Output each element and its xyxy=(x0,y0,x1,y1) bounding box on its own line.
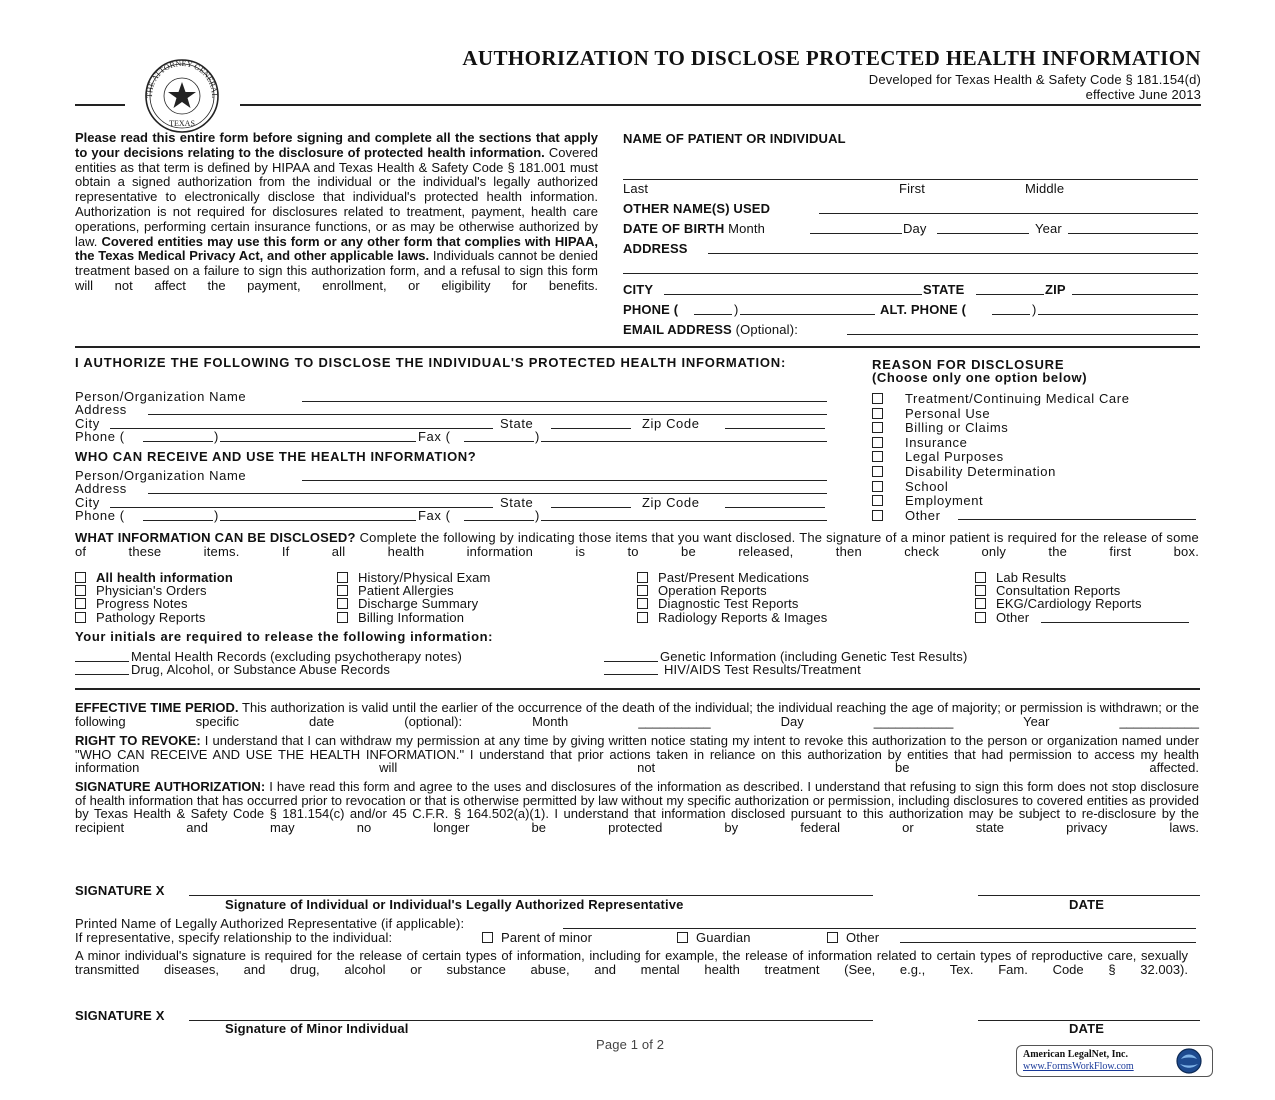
relationship-other-field[interactable] xyxy=(900,942,1196,943)
header-left-rule xyxy=(75,104,125,106)
revoke-paragraph xyxy=(75,734,1199,775)
reason-option-label: Treatment/Continuing Medical Care xyxy=(905,391,1130,406)
reason-option[interactable] xyxy=(872,449,1130,464)
info-column-3 xyxy=(637,570,827,623)
checkbox[interactable] xyxy=(872,408,883,419)
checkbox[interactable] xyxy=(337,612,348,623)
checkbox[interactable] xyxy=(75,598,86,609)
city-label: CITY xyxy=(623,282,654,297)
initials-field-drug[interactable] xyxy=(75,674,129,675)
checkbox[interactable] xyxy=(637,612,648,623)
info-option-label: Consultation Reports xyxy=(996,583,1121,599)
what-info-text: Complete the following by indicating those items that you want disclosed. The signature of a minor patient is required for the release of some of these items. If all health information is to be released, then check only the first box. xyxy=(75,530,1199,559)
legalnet-url[interactable]: www.FormsWorkFlow.com xyxy=(1023,1061,1134,1072)
discloser-zip-label: Zip Code xyxy=(642,416,700,431)
alt-phone-area-field[interactable] xyxy=(992,314,1030,315)
info-option-label: Lab Results xyxy=(996,570,1067,585)
checkbox[interactable] xyxy=(872,481,883,492)
recipient-address-field[interactable] xyxy=(148,493,827,494)
recipient-zip-label: Zip Code xyxy=(642,495,700,510)
relationship-other-label: Other xyxy=(846,930,880,945)
city-field[interactable] xyxy=(664,294,922,295)
texas-ag-seal xyxy=(122,56,242,136)
relationship-guardian-label: Guardian xyxy=(696,930,751,945)
intro-bold-1: Please read this entire form before signing and complete all the sections that apply to your decisions relating to the disclosure of protected health information. xyxy=(75,130,598,160)
info-option-label: All health information xyxy=(96,570,233,585)
form-effective-date: effective June 2013 xyxy=(1085,87,1201,102)
checkbox[interactable] xyxy=(637,585,648,596)
initials-drug-label: Drug, Alcohol, or Substance Abuse Records xyxy=(131,662,391,677)
email-label: EMAIL ADDRESS xyxy=(623,322,732,337)
dob-year-field[interactable] xyxy=(1068,233,1198,234)
dob-row xyxy=(623,221,765,236)
alt-phone-field[interactable] xyxy=(1038,314,1198,315)
reason-option[interactable] xyxy=(872,435,1130,450)
phone-close-paren: ) xyxy=(734,302,739,317)
info-option-label: Patient Allergies xyxy=(358,583,454,599)
info-option[interactable] xyxy=(975,596,1142,612)
dob-month-label: Month xyxy=(728,221,766,236)
checkbox[interactable] xyxy=(872,451,883,462)
dob-year-label: Year xyxy=(1035,221,1062,236)
alt-phone-close-paren: ) xyxy=(1032,302,1037,317)
printed-name-label: Printed Name of Legally Authorized Representative (if applicable): xyxy=(75,916,465,931)
dob-label: DATE OF BIRTH xyxy=(623,221,725,236)
relationship-guardian[interactable] xyxy=(677,930,751,945)
checkbox[interactable] xyxy=(75,572,86,583)
zip-field[interactable] xyxy=(1072,294,1198,295)
signature-caption: Signature of Individual or Individual's Legally Authorized Representative xyxy=(225,897,684,912)
revoke-heading: RIGHT TO REVOKE: xyxy=(75,733,201,748)
signature-auth-heading: SIGNATURE AUTHORIZATION: xyxy=(75,779,266,794)
reason-option-label: Legal Purposes xyxy=(905,449,1004,465)
phone-label: PHONE ( xyxy=(623,302,679,317)
recipient-fax-field[interactable] xyxy=(541,520,827,521)
checkbox[interactable] xyxy=(975,598,986,609)
checkbox[interactable] xyxy=(337,585,348,596)
checkbox[interactable] xyxy=(337,598,348,609)
signature-auth-paragraph xyxy=(75,780,1199,834)
info-column-1 xyxy=(75,570,233,623)
info-option[interactable] xyxy=(637,583,827,599)
info-option-label: Other xyxy=(996,609,1030,625)
info-option-label: Diagnostic Test Reports xyxy=(658,596,799,612)
info-option-label: History/Physical Exam xyxy=(358,570,491,585)
dob-month-field[interactable] xyxy=(810,233,902,234)
minor-signature-caption: Signature of Minor Individual xyxy=(225,1021,409,1036)
discloser-phone-close: ) xyxy=(214,429,219,444)
reason-option[interactable] xyxy=(872,420,1130,435)
reason-option-label: Employment xyxy=(905,493,984,509)
patient-middle-label: Middle xyxy=(1025,181,1065,196)
initials-heading: Your initials are required to release the following information: xyxy=(75,629,494,644)
info-option-label: EKG/Cardiology Reports xyxy=(996,596,1142,612)
info-option[interactable] xyxy=(637,570,827,583)
recipient-state-field[interactable] xyxy=(551,507,631,508)
address-field-1[interactable] xyxy=(708,253,1198,254)
reason-option-label: Billing or Claims xyxy=(905,420,1009,436)
reason-option[interactable] xyxy=(872,493,1130,508)
info-other-field[interactable] xyxy=(1041,622,1189,623)
info-option-label: Radiology Reports & Images xyxy=(658,609,828,625)
zip-label: ZIP xyxy=(1045,282,1066,297)
state-field[interactable] xyxy=(976,294,1044,295)
email-field[interactable] xyxy=(847,334,1198,335)
minor-date-label: DATE xyxy=(1069,1021,1105,1036)
legalnet-brand: American LegalNet, Inc. xyxy=(1023,1049,1128,1060)
discloser-phone-label: Phone ( xyxy=(75,429,125,444)
discloser-org-field[interactable] xyxy=(302,401,827,402)
checkbox[interactable] xyxy=(872,495,883,506)
reason-option[interactable] xyxy=(872,406,1130,421)
header-right-rule xyxy=(240,104,1201,106)
discloser-city-label: City xyxy=(75,416,100,431)
checkbox[interactable] xyxy=(637,598,648,609)
printed-name-field[interactable] xyxy=(563,928,1196,929)
reason-option[interactable] xyxy=(872,508,1130,523)
section-rule-1 xyxy=(75,346,1200,348)
info-option[interactable] xyxy=(75,596,233,612)
recipient-org-field[interactable] xyxy=(302,480,827,481)
intro-text-1: Covered entities as that term is defined by HIPAA and Texas Health & Safety Code § 181.001 must obtain a signed authorization from the individual or the individual's legally authorized representative to electronically disclose that individual's protected health information. Authorization is not required for disclosures related to treatment, payment, health care operations, performing certain insurance functions, or as may be otherwise authorized by law. xyxy=(75,144,598,249)
discloser-address-label: Address xyxy=(75,402,127,417)
patient-name-field[interactable] xyxy=(623,179,1198,180)
info-option-label: Physician's Orders xyxy=(96,583,207,599)
checkbox[interactable] xyxy=(975,572,986,583)
signature-date-label: DATE xyxy=(1069,897,1105,912)
section-rule-2 xyxy=(75,688,1200,690)
checkbox[interactable] xyxy=(677,932,688,943)
effective-paragraph: EFFECTIVE TIME PERIOD. This authorization is valid until the earlier of the occurrence of the death of the individual; the individual reaching the age of majority; or permission is withdrawn; or the following specific date (optional): Month __________ Day ___________ Year ___________ xyxy=(75,700,1199,729)
email-optional-label: (Optional): xyxy=(731,322,798,337)
minor-note xyxy=(75,949,1188,977)
reason-option-label: Personal Use xyxy=(905,405,991,421)
recipient-heading: WHO CAN RECEIVE AND USE THE HEALTH INFORMATION? xyxy=(75,449,477,464)
minor-note-text: A minor individual's signature is required for the release of certain types of information, including for example, the release of information related to certain types of reproductive care, sexually transmitted diseases, and drug, alcohol or substance abuse, and mental health treatment (See, e.g., Tex. Fam. Code § 32.003). xyxy=(75,948,1188,977)
discloser-state-field[interactable] xyxy=(551,428,631,429)
info-column-2 xyxy=(337,570,490,623)
discloser-phone-field[interactable] xyxy=(220,441,416,442)
discloser-fax-label: Fax ( xyxy=(418,429,451,444)
checkbox[interactable] xyxy=(637,572,648,583)
intro-text-2: Individuals cannot be denied treatment based on a failure to sign this authorization form, and a refusal to sign this form will not affect the payment, enrollment, or eligibility for benefits. xyxy=(75,248,598,293)
recipient-phone-field[interactable] xyxy=(220,520,416,521)
reason-option-label: Insurance xyxy=(905,434,968,450)
recipient-org-label: Person/Organization Name xyxy=(75,468,247,483)
info-option[interactable] xyxy=(75,570,233,583)
address-label: ADDRESS xyxy=(623,241,688,256)
discloser-state-label: State xyxy=(500,416,534,431)
reason-option[interactable] xyxy=(872,464,1130,479)
info-column-4 xyxy=(975,570,1142,623)
effective-text: This authorization is valid until the earlier of the occurrence of the death of the individual; the individual reaching the age of majority; or permission is withdrawn; or the following specific date (optional): xyxy=(75,700,1199,729)
recipient-fax-label: Fax ( xyxy=(418,508,451,523)
checkbox[interactable] xyxy=(872,466,883,477)
discloser-fax-close: ) xyxy=(535,429,540,444)
discloser-address-field[interactable] xyxy=(148,414,827,415)
info-option-label: Past/Present Medications xyxy=(658,570,810,585)
effective-year-label: Year xyxy=(1023,713,1050,729)
email-row xyxy=(623,322,798,337)
dob-day-label: Day xyxy=(903,221,927,236)
alt-phone-label: ALT. PHONE ( xyxy=(880,302,967,317)
info-option[interactable] xyxy=(637,596,827,612)
svg-text:TEXAS: TEXAS xyxy=(169,119,195,128)
info-option[interactable] xyxy=(975,610,1142,623)
info-option[interactable] xyxy=(75,583,233,599)
discloser-zip-field[interactable] xyxy=(725,428,825,429)
info-option[interactable] xyxy=(337,610,490,623)
discloser-heading: I AUTHORIZE THE FOLLOWING TO DISCLOSE THE INDIVIDUAL'S PROTECTED HEALTH INFORMATION: xyxy=(75,355,787,370)
reason-heading: REASON FOR DISCLOSURE xyxy=(872,357,1065,372)
recipient-phone-label: Phone ( xyxy=(75,508,125,523)
other-names-field[interactable] xyxy=(819,213,1198,214)
recipient-phone-area-field[interactable] xyxy=(143,520,213,521)
signature-field[interactable] xyxy=(189,895,873,896)
recipient-zip-field[interactable] xyxy=(725,507,825,508)
info-option[interactable] xyxy=(337,570,490,583)
recipient-fax-area-field[interactable] xyxy=(464,520,534,521)
reason-options-list xyxy=(872,391,1130,522)
minor-signature-label: SIGNATURE X xyxy=(75,1008,165,1023)
effective-day-label: Day xyxy=(780,713,804,729)
revoke-text: I understand that I can withdraw my permission at any time by giving written notice stating my intent to revoke this authorization to the person or organization named under "WHO CAN RECEIVE AND USE THE HEALTH INFORMATION." I understand that prior actions taken in reliance on this authorization by entities that had permission to access my health information will not be affected. xyxy=(75,733,1199,775)
discloser-fax-field[interactable] xyxy=(541,441,827,442)
recipient-fax-close: ) xyxy=(535,508,540,523)
relationship-parent[interactable] xyxy=(482,930,592,945)
info-option[interactable] xyxy=(975,570,1142,583)
info-option[interactable] xyxy=(637,610,827,623)
page-number: Page 1 of 2 xyxy=(596,1037,665,1052)
discloser-phone-area-field[interactable] xyxy=(143,441,213,442)
initials-field-hiv[interactable] xyxy=(604,674,658,675)
checkbox[interactable] xyxy=(75,585,86,596)
dob-day-field[interactable] xyxy=(937,233,1029,234)
form-title: AUTHORIZATION TO DISCLOSE PROTECTED HEALTH INFORMATION xyxy=(462,46,1201,70)
address-field-2[interactable] xyxy=(623,273,1198,274)
discloser-fax-area-field[interactable] xyxy=(464,441,534,442)
phone-field[interactable] xyxy=(740,314,875,315)
checkbox[interactable] xyxy=(872,422,883,433)
initials-mental-label: Mental Health Records (excluding psychotherapy notes) xyxy=(131,649,462,664)
checkbox[interactable] xyxy=(872,393,883,404)
checkbox[interactable] xyxy=(75,612,86,623)
relationship-row xyxy=(75,930,392,945)
info-option-label: Discharge Summary xyxy=(358,596,479,612)
recipient-phone-close: ) xyxy=(214,508,219,523)
recipient-address-label: Address xyxy=(75,481,127,496)
relationship-label: If representative, specify relationship to the individual: xyxy=(75,930,393,945)
intro-bold-2: Covered entities may use this form or any other form that complies with HIPAA, the Texas Medical Privacy Act, and other applicable laws. xyxy=(75,233,598,264)
relationship-parent-label: Parent of minor xyxy=(501,930,593,945)
info-option-label: Billing Information xyxy=(358,609,465,625)
reason-option-label: Disability Determination xyxy=(905,463,1056,479)
checkbox[interactable] xyxy=(975,612,986,623)
discloser-org-label: Person/Organization Name xyxy=(75,389,247,404)
svg-text:THE ATTORNEY GENERAL: THE ATTORNEY GENERAL xyxy=(144,58,220,99)
checkbox[interactable] xyxy=(975,585,986,596)
globe-icon xyxy=(1175,1047,1203,1075)
what-info-heading: WHAT INFORMATION CAN BE DISCLOSED? xyxy=(75,530,356,545)
info-option[interactable] xyxy=(337,596,490,612)
initials-hiv-label: HIV/AIDS Test Results/Treatment xyxy=(664,662,861,677)
reason-other-field[interactable] xyxy=(958,519,1196,520)
signature-date-field[interactable] xyxy=(978,895,1200,896)
intro-paragraph xyxy=(75,131,598,341)
reason-option[interactable] xyxy=(872,479,1130,494)
recipient-state-label: State xyxy=(500,495,534,510)
form-subtitle: Developed for Texas Health & Safety Code § 181.154(d) xyxy=(868,72,1201,87)
signature-label: SIGNATURE X xyxy=(75,883,165,898)
patient-last-label: Last xyxy=(623,181,649,196)
info-option[interactable] xyxy=(75,610,233,623)
reason-option[interactable] xyxy=(872,391,1130,406)
checkbox[interactable] xyxy=(337,572,348,583)
initials-genetic-label: Genetic Information (including Genetic Test Results) xyxy=(660,649,968,664)
reason-subheading: (Choose only one option below) xyxy=(872,370,1088,385)
checkbox[interactable] xyxy=(872,437,883,448)
initials-field-genetic[interactable] xyxy=(604,661,658,662)
what-info-paragraph xyxy=(75,531,1199,559)
effective-heading: EFFECTIVE TIME PERIOD. xyxy=(75,700,239,715)
initials-field-mental[interactable] xyxy=(75,661,129,662)
patient-heading: NAME OF PATIENT OR INDIVIDUAL xyxy=(623,131,846,146)
effective-month-label: Month xyxy=(532,713,569,729)
info-option[interactable] xyxy=(337,583,490,599)
reason-option-label: Other xyxy=(905,507,941,523)
info-option[interactable] xyxy=(975,583,1142,599)
info-option-label: Progress Notes xyxy=(96,596,188,612)
legalnet-badge[interactable] xyxy=(1016,1045,1213,1077)
checkbox[interactable] xyxy=(827,932,838,943)
info-option-label: Pathology Reports xyxy=(96,609,206,625)
info-option-label: Operation Reports xyxy=(658,583,767,599)
signature-auth-text: I have read this form and agree to the uses and disclosures of the information as described. I understand that refusing to sign this form does not stop disclosure of health information that has occurred prior to revocation or that is otherwise permitted by law without my specific authorization or permission, including disclosures to covered entities as provided by Texas Health & Safety Code § 181.154(c) and/or 45 C.F.R. § 164.502(a)(1). I understand that information disclosed pursuant to this authorization may be subject to re-disclosure by the recipient and may no longer be protected by federal or state privacy laws. xyxy=(75,779,1199,835)
other-names-label: OTHER NAME(S) USED xyxy=(623,201,771,216)
phone-area-field[interactable] xyxy=(694,314,732,315)
reason-option-label: School xyxy=(905,478,949,494)
state-label: STATE xyxy=(923,282,965,297)
recipient-city-label: City xyxy=(75,495,100,510)
relationship-other[interactable] xyxy=(827,930,879,945)
patient-first-label: First xyxy=(899,181,926,196)
checkbox[interactable] xyxy=(482,932,493,943)
checkbox[interactable] xyxy=(872,510,883,521)
